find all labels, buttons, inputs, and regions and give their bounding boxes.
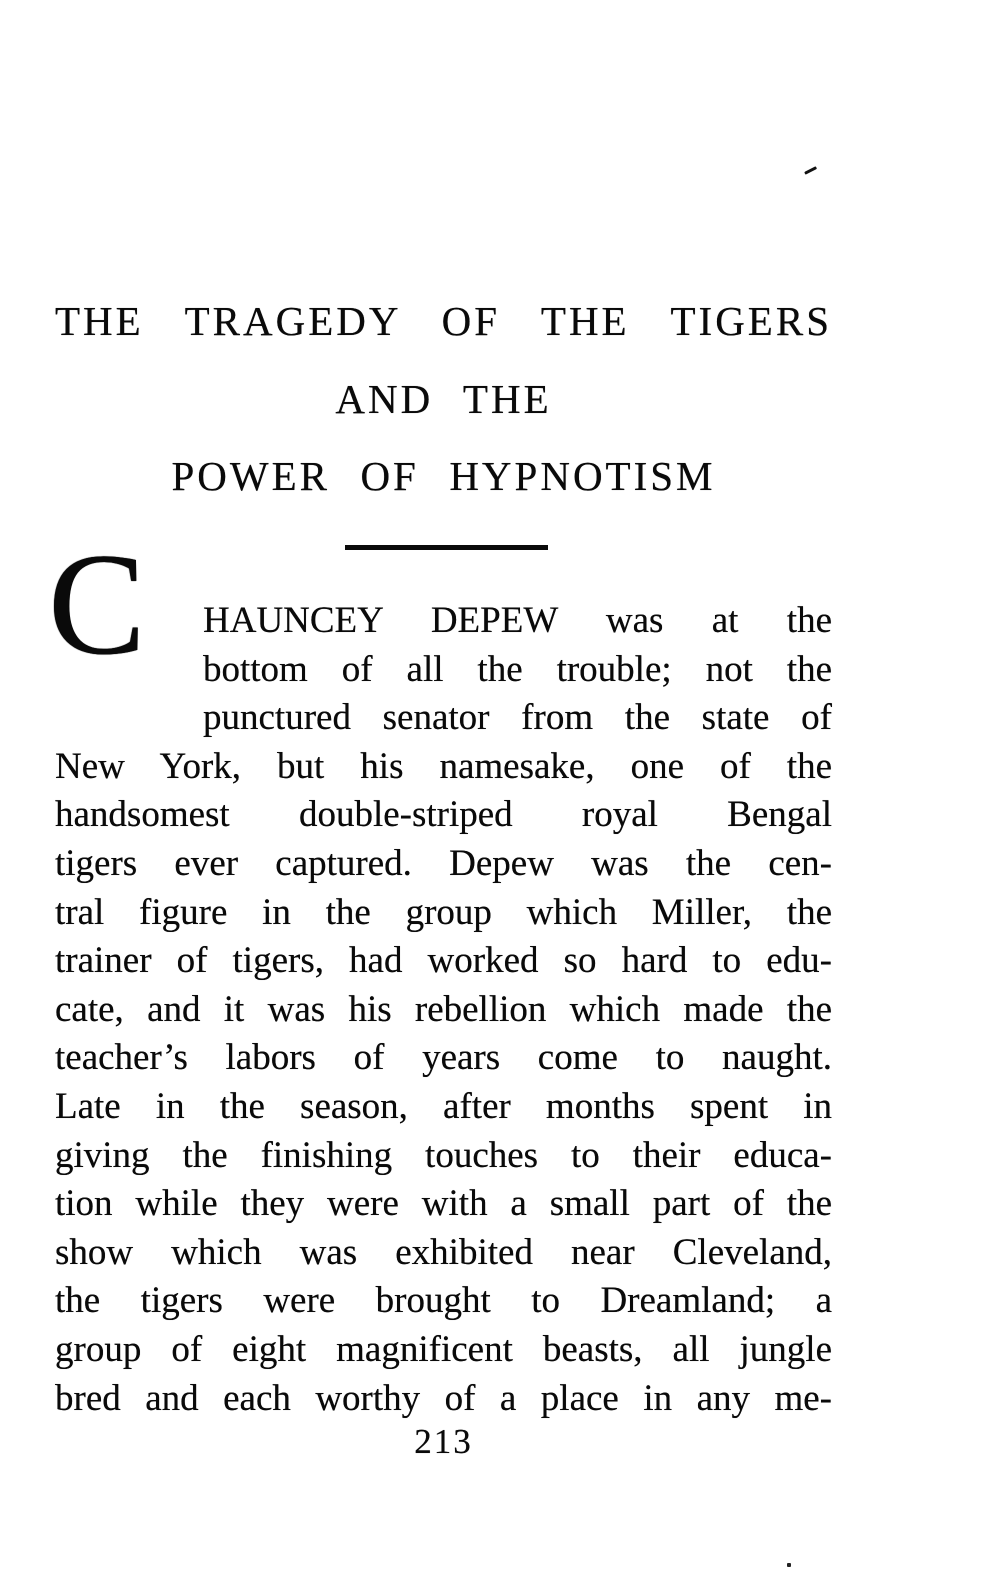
body-text-line: tral figure in the group which Miller, the [55,891,832,933]
body-text-line: giving the finishing touches to their educa- [55,1134,832,1176]
page-number: 213 [414,1422,473,1461]
chapter-title-line: POWER OF HYPNOTISM [171,453,716,499]
body-text-line: trainer of tigers, had worked so hard to edu- [55,940,832,982]
scan-artifact-slash-mark [804,166,817,174]
body-text-line: handsomest double-striped royal Bengal [55,794,832,836]
title-divider-rule [345,545,548,550]
body-text-line: teacher’s labors of years come to naught. [55,1037,832,1079]
body-paragraph [48,523,832,1423]
body-text-line: bottom of all the trouble; not the [203,648,832,690]
chapter-title-line: AND THE [335,376,552,422]
body-text-line: tigers ever captured. Depew was the cen- [55,842,832,884]
body-text-line: bred and each worthy of a place in any me- [55,1377,832,1419]
chapter-title-line: THE TRAGEDY OF THE TIGERS [55,298,832,344]
scan-artifact-dot [787,1563,791,1567]
body-text-line: tion while they were with a small part of the [55,1183,832,1225]
body-text-line: New York, but his namesake, one of the [55,745,832,787]
body-text-line: cate, and it was his rebellion which made the [55,988,832,1030]
drop-cap-letter: C [48,523,146,685]
body-text-line: group of eight magnificent beasts, all jungle [55,1328,832,1370]
body-text-line: Late in the season, after months spent in [55,1085,832,1127]
body-text-line: the tigers were brought to Dreamland; a [55,1280,832,1322]
body-text-line: show which was exhibited near Cleveland, [55,1231,832,1273]
body-text-line: HAUNCEY DEPEW was at the [203,600,832,641]
body-text-line: punctured senator from the state of [203,697,832,739]
chapter-title [55,299,832,531]
